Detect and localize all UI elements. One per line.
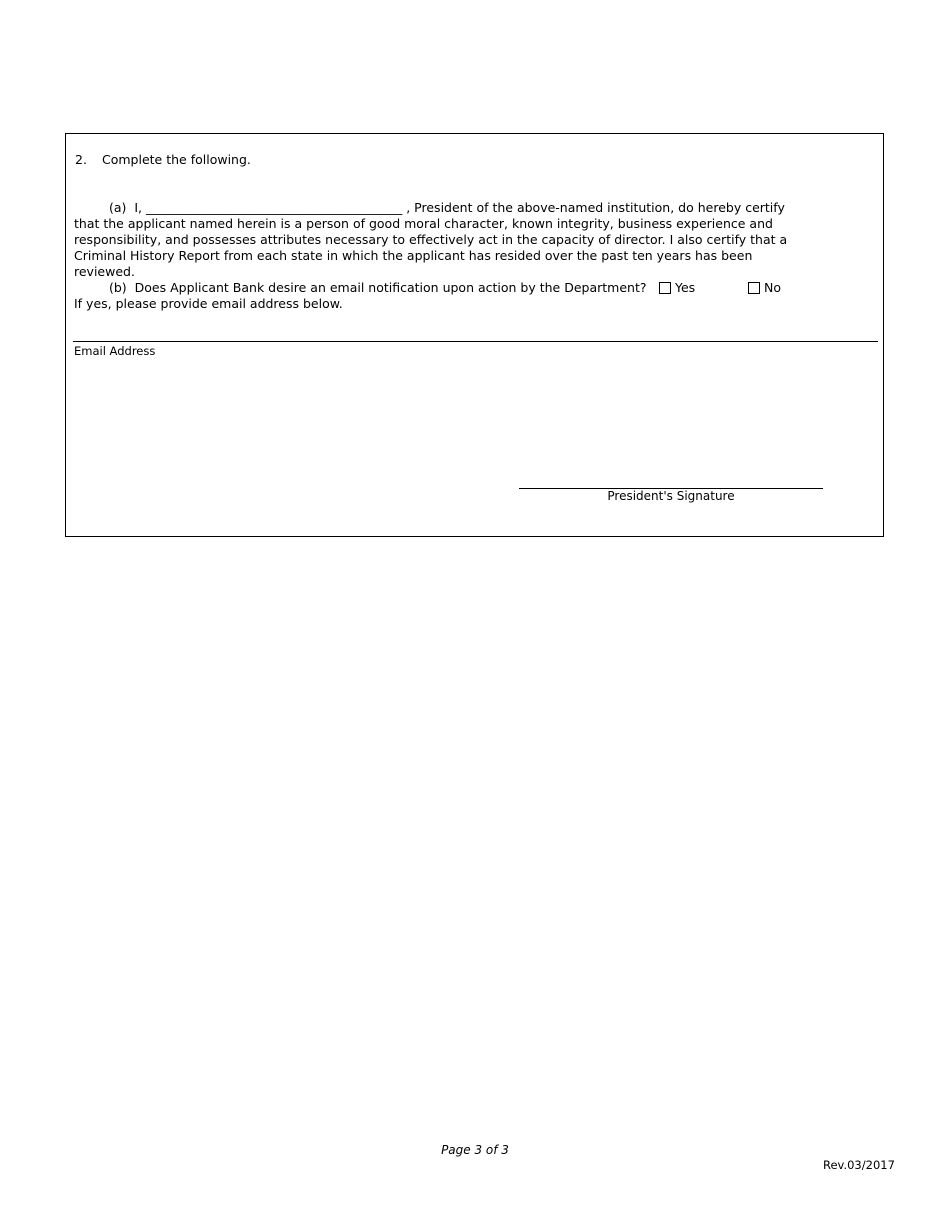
yes-checkbox[interactable] [659, 282, 671, 294]
email-address-label: Email Address [74, 344, 156, 358]
section-title: Complete the following. [102, 152, 251, 167]
certification-form [65, 133, 884, 537]
yes-label: Yes [675, 280, 696, 295]
yes-option[interactable] [659, 280, 695, 296]
signature-label: President's Signature [607, 489, 735, 503]
part-b-label: (b) [109, 280, 127, 295]
certification-paragraph [74, 200, 814, 280]
part-b-question: Does Applicant Bank desire an email notification upon action by the Department? [134, 280, 647, 295]
part-a-label: (a) [109, 200, 127, 215]
part-b-followup: If yes, please provide email address below. [74, 296, 343, 311]
page-number: Page 3 of 3 [441, 1143, 509, 1157]
part-a-text[interactable]: I, _________________________________________ , President of the above-named institution, do hereby certify that the applicant named herein is a person of good moral character, known integrity, business experience and responsibility, and possesses attributes necessary to effectively act in the capacity of director. I also certify that a Criminal History Report from each state in which the applicant has resided over the past ten years has been reviewed. [74, 200, 788, 279]
email-address-field[interactable] [73, 341, 878, 342]
revision-date: Rev.03/2017 [823, 1158, 895, 1172]
section-number: 2. [75, 152, 87, 167]
no-label: No [764, 280, 781, 295]
email-notification-question [74, 280, 781, 312]
no-option[interactable] [748, 280, 781, 296]
no-checkbox[interactable] [748, 282, 760, 294]
